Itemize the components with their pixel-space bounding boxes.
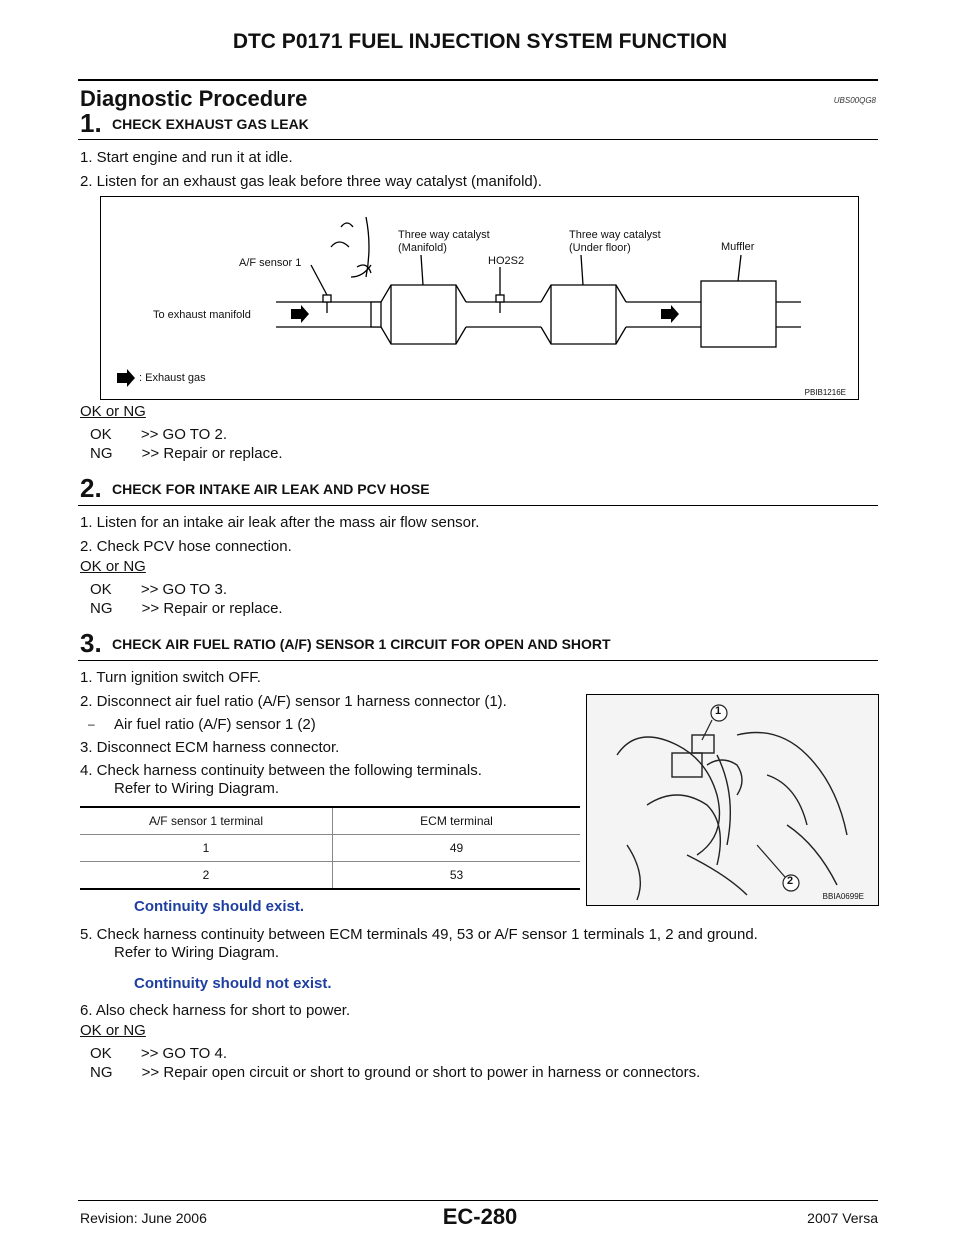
figure2-code: BBIA0699E	[822, 892, 864, 901]
step3-item-cont: Refer to Wiring Diagram.	[114, 780, 280, 797]
table-cell: 1	[80, 835, 333, 862]
footer-page-number: EC-280	[442, 1204, 518, 1229]
step3-item: 2. Disconnect air fuel ratio (A/F) sensor 1 harness connector (1).	[80, 693, 507, 710]
label-ho2s2: HO2S2	[488, 255, 525, 267]
label-twc-manifold: Three way catalyst	[398, 229, 490, 241]
step3-item6: 6. Also check harness for short to power.	[80, 1002, 351, 1019]
step3-ok-ng: OK or NG	[80, 1022, 146, 1039]
figure1-code: PBIB1216E	[804, 388, 846, 397]
continuity-table	[80, 808, 580, 890]
continuity-exist-note: Continuity should exist.	[134, 898, 305, 915]
exhaust-diagram-drawing	[101, 197, 858, 399]
footer-rule	[78, 1200, 878, 1201]
step2-item: 1. Listen for an intake air leak after the mass air flow sensor.	[80, 514, 480, 531]
step1-result: OK >> GO TO 2.	[90, 426, 227, 443]
step1-number: 1.	[80, 108, 102, 138]
table-header: A/F sensor 1 terminal	[80, 808, 333, 835]
step3-result: NG >> Repair open circuit or short to ground or short to power in harness or connectors.	[90, 1064, 701, 1081]
label-muffler: Muffler	[721, 241, 755, 253]
step1-ok-ng: OK or NG	[80, 403, 146, 420]
callout-1: 1	[715, 705, 722, 717]
label-twc-under: Three way catalyst	[569, 229, 661, 241]
table-row	[80, 835, 580, 862]
step2-number: 2.	[80, 473, 102, 503]
table-header: ECM terminal	[333, 808, 581, 835]
table-row	[80, 862, 580, 890]
section-code: UBS00QG8	[833, 96, 876, 105]
continuity-not-note: Continuity should not exist.	[134, 975, 332, 992]
page-title: DTC P0171 FUEL INJECTION SYSTEM FUNCTION	[232, 30, 728, 53]
step3-subitem: Air fuel ratio (A/F) sensor 1 (2)	[114, 716, 316, 733]
connector-photo-drawing	[587, 695, 878, 905]
step2-title: CHECK FOR INTAKE AIR LEAK AND PCV HOSE	[112, 481, 430, 497]
table-header-row	[80, 808, 580, 835]
exhaust-diagram	[100, 196, 859, 400]
step3-item: 3. Disconnect ECM harness connector.	[80, 739, 340, 756]
table-cell: 2	[80, 862, 333, 890]
label-af-sensor: A/F sensor 1	[239, 257, 302, 269]
step2-ok-ng: OK or NG	[80, 558, 146, 575]
connector-photo	[586, 694, 879, 906]
label-twc-manifold-sub: (Manifold)	[398, 242, 447, 254]
step3-rule	[78, 660, 878, 661]
footer-revision: Revision: June 2006	[80, 1210, 207, 1226]
label-twc-under-sub: (Under floor)	[569, 242, 631, 254]
step1-title: CHECK EXHAUST GAS LEAK	[112, 116, 309, 132]
step2-result: OK >> GO TO 3.	[90, 581, 227, 598]
label-legend: : Exhaust gas	[139, 372, 206, 384]
section-title: Diagnostic Procedure	[80, 86, 308, 111]
label-to-exhaust: To exhaust manifold	[153, 309, 251, 321]
step3-title: CHECK AIR FUEL RATIO (A/F) SENSOR 1 CIRCUIT FOR OPEN AND SHORT	[112, 636, 611, 652]
step1-rule	[78, 139, 878, 140]
step1-item: 1. Start engine and run it at idle.	[80, 149, 293, 166]
step3-number: 3.	[80, 628, 102, 658]
dash-bullet: –	[88, 717, 95, 731]
step2-item: 2. Check PCV hose connection.	[80, 538, 292, 555]
callout-2: 2	[787, 875, 794, 887]
step3-item: 1. Turn ignition switch OFF.	[80, 669, 261, 686]
step3-result: OK >> GO TO 4.	[90, 1045, 227, 1062]
step1-item: 2. Listen for an exhaust gas leak before three way catalyst (manifold).	[80, 173, 542, 190]
header-rule	[78, 79, 878, 81]
step3-item5-cont: Refer to Wiring Diagram.	[114, 944, 280, 961]
step3-item5: 5. Check harness continuity between ECM terminals 49, 53 or A/F sensor 1 terminals 1, 2 and ground.	[80, 926, 758, 943]
step3-item: 4. Check harness continuity between the following terminals.	[80, 762, 482, 779]
step1-result: NG >> Repair or replace.	[90, 445, 283, 462]
step2-rule	[78, 505, 878, 506]
table-cell: 49	[333, 835, 581, 862]
table-cell: 53	[333, 862, 581, 890]
step2-result: NG >> Repair or replace.	[90, 600, 283, 617]
footer-model: 2007 Versa	[807, 1210, 878, 1226]
